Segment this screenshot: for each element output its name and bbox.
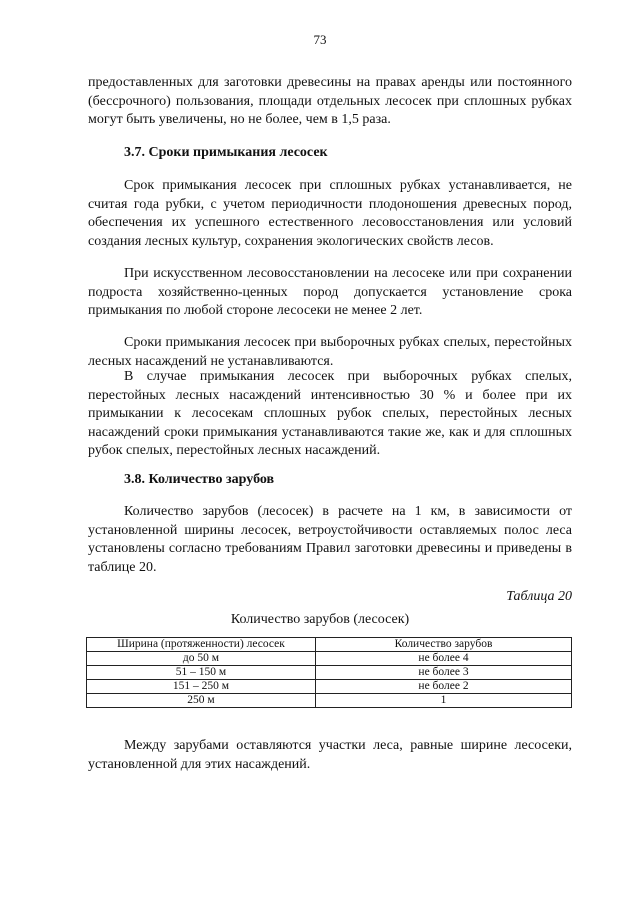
table-row <box>87 694 572 708</box>
table-cell-width: до 50 м <box>87 652 316 666</box>
page-number: 73 <box>313 32 327 47</box>
section-3-8-paragraph: Количество зарубов (лесосек) в расчете на 1 км, в зависимости от установленной ширины лесосек, ветроустойчивости оставляемых полос леса установлены согласно требованиям Правил заготовки древесины и приведены в таблице 20. <box>88 504 572 575</box>
section-3-8-heading: 3.8. Количество зарубов <box>124 472 275 487</box>
table-row <box>87 652 572 666</box>
section-3-7-paragraph-4: В случае примыкания лесосек при выборочных рубках спелых, перестойных лесных насаждений интенсивностью 30 % и более при их примыкании к лесосекам сплошных рубок спелых, перестойных лесных насаждений сроки примыкания устанавливаются такие же, как и для сплошных рубок спелых, перестойных лесных насаждений. <box>88 369 572 459</box>
closing-paragraph: Между зарубами оставляются участки леса, равные ширине лесосеки, установленной для этих насаждений. <box>88 738 572 772</box>
table-header-width: Ширина (протяженности) лесосек <box>87 638 316 652</box>
table-header-row <box>87 638 572 652</box>
section-3-7-paragraph-1: Срок примыкания лесосек при сплошных рубках устанавливается, не считая года рубки, с учетом периодичности плодоношения древесных пород, обеспечения их успешного естественного лесовосстановления или условий создания лесных культур, сохранения экологических свойств лесов. <box>88 178 572 249</box>
table-label: Таблица 20 <box>506 589 572 604</box>
table-cell-width: 250 м <box>87 694 316 708</box>
table-row <box>87 680 572 694</box>
table-cell-count: не более 4 <box>316 652 572 666</box>
table-header-count: Количество зарубов <box>316 638 572 652</box>
table-title: Количество зарубов (лесосек) <box>230 612 410 627</box>
section-3-7-paragraph-3: Сроки примыкания лесосек при выборочных рубках спелых, перестойных лесных насаждений не устанавливаются. <box>88 335 572 369</box>
table-cell-count: не более 3 <box>316 666 572 680</box>
intro-paragraph: предоставленных для заготовки древесины на правах аренды или постоянного (бессрочного) пользования, площади отдельных лесосек при сплошных рубках могут быть увеличены, но не более, чем в 1,5 раза. <box>88 75 572 128</box>
table-row <box>87 666 572 680</box>
table-cell-count: не более 2 <box>316 680 572 694</box>
table-cell-width: 51 – 150 м <box>87 666 316 680</box>
table-cell-count: 1 <box>316 694 572 708</box>
section-3-7-heading: 3.7. Сроки примыкания лесосек <box>124 145 328 160</box>
cuts-table <box>86 637 572 708</box>
table-cell-width: 151 – 250 м <box>87 680 316 694</box>
section-3-7-paragraph-2: При искусственном лесовосстановлении на лесосеке или при сохранении подроста хозяйственно-ценных пород допускается установление срока примыкания по любой стороне лесосеки не менее 2 лет. <box>88 266 572 319</box>
